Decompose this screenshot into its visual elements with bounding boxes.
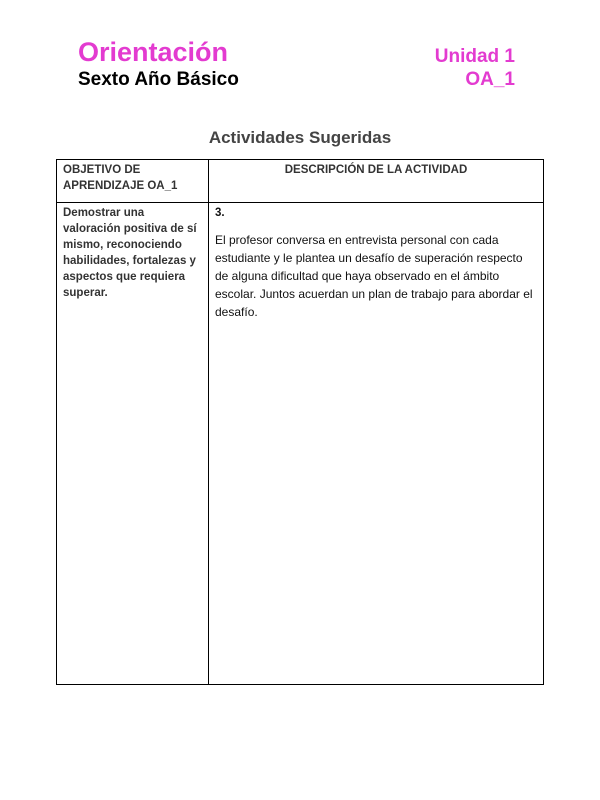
oa-code-label: OA_1 <box>465 69 515 90</box>
activity-text: El profesor conversa en entrevista personal con cada estudiante y le plantea un desafío de superación respecto de alguna dificultad que haya observado en el ámbito escolar. Juntos acuerdan un plan de trabajo para abordar el desafío. <box>215 233 533 319</box>
table-row <box>57 203 544 685</box>
objective-column-header: OBJETIVO DE APRENDIZAJE OA_1 <box>57 160 209 203</box>
description-cell <box>209 203 544 685</box>
table-header-row <box>57 160 544 203</box>
unit-label: Unidad 1 <box>434 46 515 67</box>
subject-title: Orientación <box>78 37 229 67</box>
section-title: Actividades Sugeridas <box>208 128 392 147</box>
grade-title: Sexto Año Básico <box>78 69 239 90</box>
activities-table <box>56 159 544 685</box>
activity-number: 3. <box>215 207 225 219</box>
objective-cell: Demostrar una valoración positiva de sí mismo, reconociendo habilidades, fortalezas y aspectos que requiera superar. <box>57 203 209 685</box>
description-column-header: DESCRIPCIÓN DE LA ACTIVIDAD <box>209 160 544 203</box>
